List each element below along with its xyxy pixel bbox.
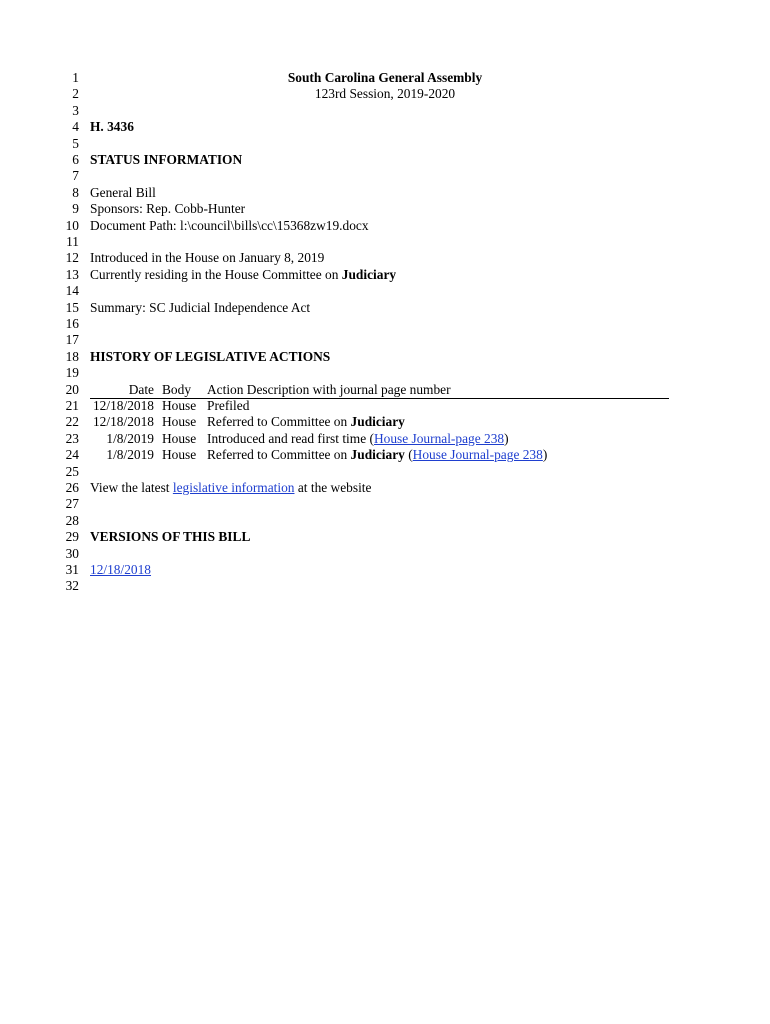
row-body: House <box>162 398 197 413</box>
table-row <box>90 447 690 463</box>
line-number: 31 <box>65 562 79 577</box>
committee-name: Judiciary <box>341 266 397 282</box>
line-23 <box>0 431 770 447</box>
col-date-header: Date <box>128 381 154 397</box>
line-31 <box>0 562 770 578</box>
row-action <box>207 414 405 430</box>
line-number: 30 <box>65 545 79 561</box>
committee-name: Judiciary <box>350 447 405 463</box>
versions-heading: VERSIONS OF THIS BILL <box>90 529 251 545</box>
assembly-title: South Carolina General Assembly <box>287 70 483 85</box>
row-action: Prefiled <box>207 398 250 413</box>
latest-info <box>90 480 371 496</box>
history-table-header <box>90 382 669 399</box>
line-number: 15 <box>65 299 79 315</box>
line-number: 9 <box>72 201 79 217</box>
session-title: 123rd Session, 2019-2020 <box>314 86 456 102</box>
table-row <box>90 431 690 447</box>
line-number: 22 <box>65 414 79 430</box>
line-number: 26 <box>65 480 79 495</box>
line-2 <box>0 86 770 102</box>
introduced-date: Introduced in the House on January 8, 2019 <box>90 250 325 266</box>
residing-committee <box>90 267 396 283</box>
line-1 <box>0 70 770 86</box>
sponsors: Sponsors: Rep. Cobb-Hunter <box>90 201 246 217</box>
line-number: 21 <box>65 398 79 413</box>
row-body: House <box>162 430 197 446</box>
line-26 <box>0 480 770 496</box>
col-body-header: Body <box>162 381 192 397</box>
action-text: Introduced and read first time ( <box>207 430 374 446</box>
line-number: 11 <box>66 234 79 249</box>
line-number: 23 <box>65 430 79 446</box>
status-heading: STATUS INFORMATION <box>90 152 243 167</box>
house-journal-link[interactable]: House Journal-page 238 <box>412 447 543 463</box>
line-number: 17 <box>65 332 79 348</box>
bill-number: H. 3436 <box>90 119 134 135</box>
line-number: 7 <box>72 168 79 184</box>
line-number: 1 <box>72 70 79 85</box>
row-date: 1/8/2019 <box>106 447 154 463</box>
line-number: 24 <box>65 447 79 463</box>
history-heading: HISTORY OF LEGISLATIVE ACTIONS <box>90 348 331 364</box>
row-action <box>207 431 509 447</box>
line-13 <box>0 267 770 283</box>
line-9 <box>0 201 770 217</box>
line-4 <box>0 119 770 135</box>
line-number: 12 <box>65 250 79 266</box>
house-journal-link[interactable]: House Journal-page 238 <box>373 430 505 446</box>
line-number: 14 <box>65 283 79 299</box>
table-row <box>90 398 690 414</box>
line-number: 32 <box>65 578 79 594</box>
line-number: 10 <box>65 217 79 233</box>
line-24 <box>0 447 770 463</box>
action-suffix: ) <box>542 447 548 463</box>
line-number: 8 <box>72 184 79 200</box>
table-row <box>90 414 690 430</box>
line-number: 5 <box>72 135 79 151</box>
line-number: 3 <box>72 102 79 118</box>
line-12 <box>0 250 770 266</box>
row-body: House <box>162 414 197 430</box>
line-18 <box>0 349 770 365</box>
row-date: 1/8/2019 <box>106 430 154 446</box>
col-action-header: Action Description with journal page number <box>207 381 451 397</box>
line-29 <box>0 529 770 545</box>
row-body: House <box>162 447 197 463</box>
summary: Summary: SC Judicial Independence Act <box>90 299 311 315</box>
legislative-information-link[interactable]: legislative information <box>172 480 295 495</box>
committee-name: Judiciary <box>350 414 405 430</box>
row-date: 12/18/2018 <box>92 414 154 430</box>
line-number: 28 <box>65 512 79 528</box>
line-15 <box>0 300 770 316</box>
line-number: 29 <box>65 529 79 545</box>
line-number: 27 <box>65 496 79 512</box>
line-10 <box>0 218 770 234</box>
action-text: Referred to Committee on <box>207 414 351 430</box>
line-number: 4 <box>72 119 79 135</box>
line-21 <box>0 398 770 414</box>
line-number: 2 <box>72 86 79 102</box>
line-number: 18 <box>65 348 79 364</box>
line-number: 16 <box>65 316 79 331</box>
latest-prefix: View the latest <box>90 480 173 495</box>
version-link[interactable]: 12/18/2018 <box>90 562 152 577</box>
row-action <box>207 447 547 463</box>
line-20 <box>0 382 770 398</box>
action-text: Referred to Committee on <box>207 447 351 463</box>
latest-suffix: at the website <box>294 480 372 495</box>
line-number: 13 <box>65 266 79 282</box>
line-number: 20 <box>65 381 79 397</box>
line-number: 6 <box>72 152 79 167</box>
line-8 <box>0 185 770 201</box>
document-path: Document Path: l:\council\bills\cc\15368zw19.docx <box>90 217 369 233</box>
bill-type: General Bill <box>90 184 156 200</box>
row-date: 12/18/2018 <box>92 398 154 413</box>
line-number: 25 <box>65 463 79 479</box>
action-suffix: ) <box>504 430 509 446</box>
line-22 <box>0 414 770 430</box>
residing-prefix: Currently residing in the House Committee on <box>90 266 342 282</box>
line-6 <box>0 152 770 168</box>
line-number: 19 <box>65 365 79 381</box>
action-mid: ( <box>404 447 413 463</box>
